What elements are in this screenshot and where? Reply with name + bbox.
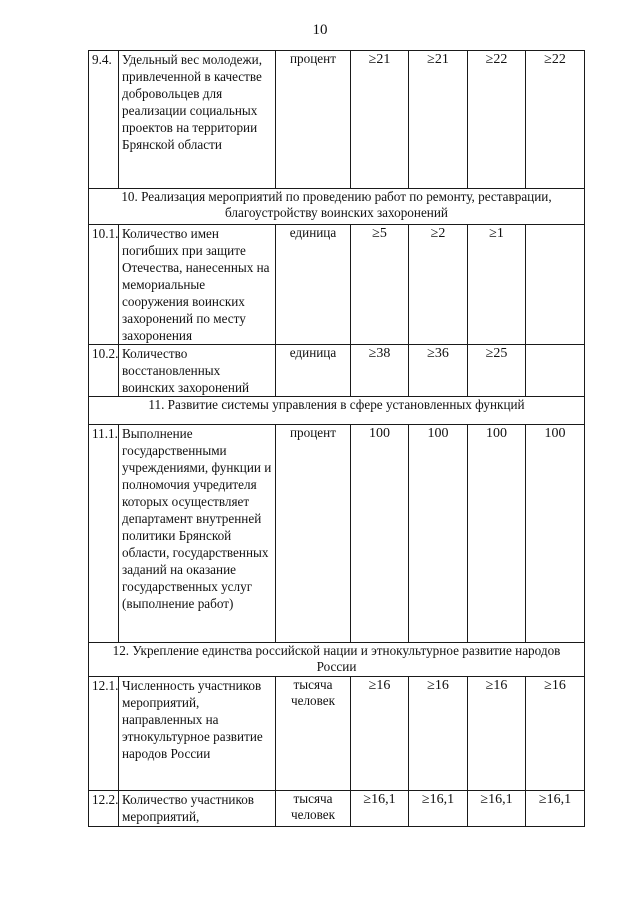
value-cell: ≥21 [409, 51, 468, 189]
section-heading: 12. Укрепление единства российской нации и этнокультурное развитие народов России [89, 643, 585, 677]
section-heading: 10. Реализация мероприятий по проведению работ по ремонту, реставрации, благоустройству воинских захоронений [89, 189, 585, 225]
indicator-name: Численность участников мероприятий, направленных на этнокультурное развитие народов России [119, 677, 276, 791]
section-row [89, 643, 585, 677]
indicator-name: Количество имен погибших при защите Отечества, нанесенных на мемориальные сооружения воинских захоронений по месту захоронения [119, 225, 276, 345]
value-cell: ≥38 [351, 345, 409, 397]
table-row [89, 225, 585, 345]
value-cell: ≥2 [409, 225, 468, 345]
indicator-name: Количество участников мероприятий, [119, 791, 276, 827]
value-cell: ≥5 [351, 225, 409, 345]
row-number: 12.1. [89, 677, 119, 791]
value-cell: ≥36 [409, 345, 468, 397]
unit-cell: процент [276, 51, 351, 189]
value-cell [526, 225, 585, 345]
value-cell: ≥21 [351, 51, 409, 189]
indicators-table [88, 50, 585, 827]
indicator-name: Количество восстановленных воинских захоронений [119, 345, 276, 397]
page-number: 10 [312, 22, 328, 38]
row-number: 10.1. [89, 225, 119, 345]
unit-cell: процент [276, 425, 351, 643]
table-row [89, 791, 585, 827]
value-cell: ≥16 [351, 677, 409, 791]
value-cell [526, 345, 585, 397]
value-cell: ≥25 [468, 345, 526, 397]
unit-cell: тысяча человек [276, 791, 351, 827]
value-cell: ≥16 [409, 677, 468, 791]
unit-cell: тысяча человек [276, 677, 351, 791]
value-cell: ≥22 [468, 51, 526, 189]
value-cell: 100 [526, 425, 585, 643]
value-cell: ≥22 [526, 51, 585, 189]
row-number: 12.2. [89, 791, 119, 827]
section-heading: 11. Развитие системы управления в сфере установленных функций [89, 397, 585, 425]
table-row [89, 51, 585, 189]
value-cell: ≥16 [468, 677, 526, 791]
table-row [89, 677, 585, 791]
table-row [89, 345, 585, 397]
section-row [89, 397, 585, 425]
value-cell: 100 [468, 425, 526, 643]
indicator-name: Удельный вес молодежи, привлеченной в качестве добровольцев для реализации социальных проектов на территории Брянской области [119, 51, 276, 189]
table-row [89, 425, 585, 643]
value-cell: ≥16 [526, 677, 585, 791]
row-number: 9.4. [89, 51, 119, 189]
value-cell: 100 [409, 425, 468, 643]
value-cell: ≥16,1 [409, 791, 468, 827]
value-cell: ≥1 [468, 225, 526, 345]
value-cell: ≥16,1 [351, 791, 409, 827]
row-number: 11.1. [89, 425, 119, 643]
section-row [89, 189, 585, 225]
value-cell: ≥16,1 [526, 791, 585, 827]
unit-cell: единица [276, 225, 351, 345]
unit-cell: единица [276, 345, 351, 397]
indicator-name: Выполнение государственными учреждениями, функции и полномочия учредителя которых осуществляет департамент внутренней политики Брянской области, государственных заданий на оказание государственных услуг (выполнение работ) [119, 425, 276, 643]
value-cell: ≥16,1 [468, 791, 526, 827]
row-number: 10.2. [89, 345, 119, 397]
table-body [89, 51, 585, 827]
value-cell: 100 [351, 425, 409, 643]
